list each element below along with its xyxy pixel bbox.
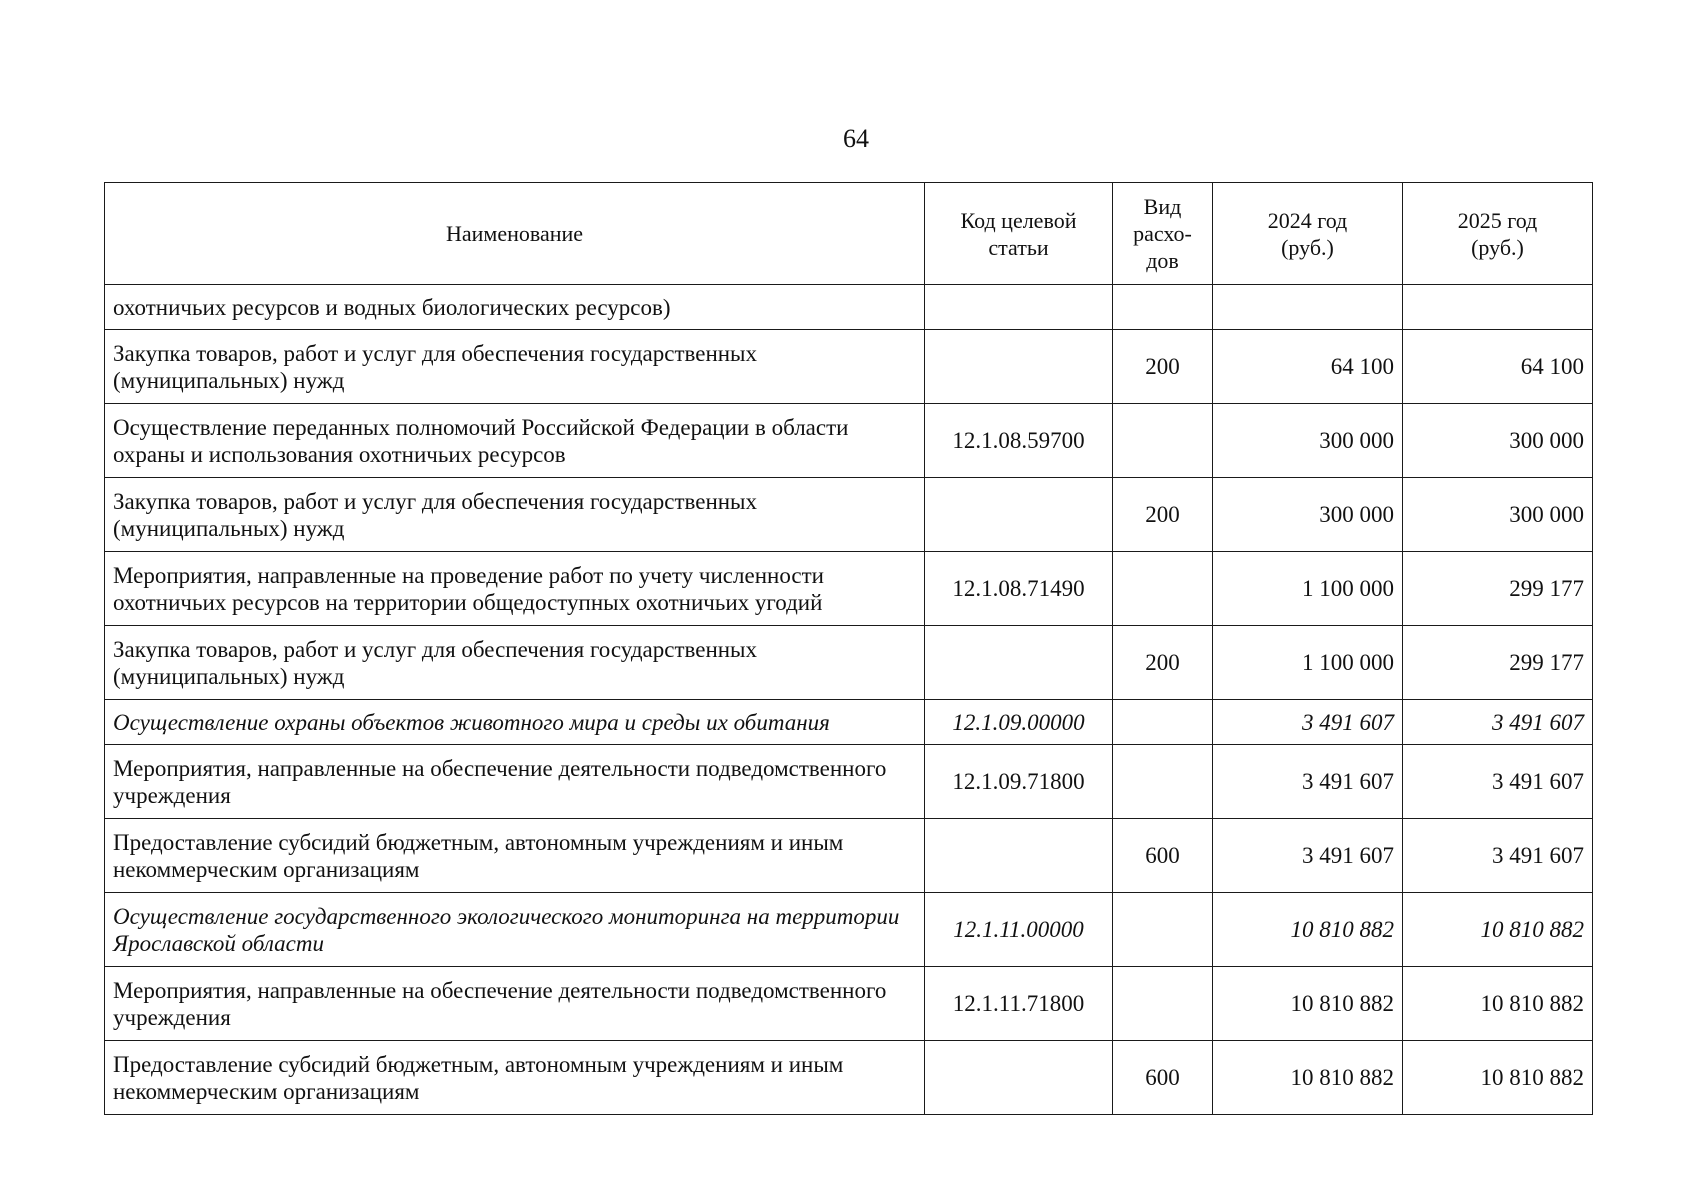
row-code: 12.1.09.00000: [925, 700, 1113, 745]
row-code: 12.1.11.00000: [925, 893, 1113, 967]
table-row: [105, 745, 1593, 819]
row-kind: [1113, 404, 1213, 478]
row-kind: 200: [1113, 626, 1213, 700]
table-row: [105, 478, 1593, 552]
row-code: [925, 1041, 1113, 1115]
row-2024: 64 100: [1213, 330, 1403, 404]
row-2025: 3 491 607: [1403, 819, 1593, 893]
table-row: [105, 285, 1593, 330]
row-2024: 10 810 882: [1213, 893, 1403, 967]
row-code: [925, 626, 1113, 700]
header-2024: 2024 год (руб.): [1213, 183, 1403, 285]
budget-table: [104, 182, 1593, 1115]
row-2024: 300 000: [1213, 404, 1403, 478]
row-2025: 10 810 882: [1403, 967, 1593, 1041]
row-2025: 3 491 607: [1403, 700, 1593, 745]
row-name: Предоставление субсидий бюджетным, автономным учреждениям и иным некоммерческим организациям: [105, 1041, 925, 1115]
row-name: Осуществление переданных полномочий Российской Федерации в области охраны и использования охотничьих ресурсов: [105, 404, 925, 478]
row-kind: 600: [1113, 1041, 1213, 1115]
row-kind: 200: [1113, 478, 1213, 552]
row-kind: [1113, 893, 1213, 967]
row-2024: 10 810 882: [1213, 967, 1403, 1041]
table-row: [105, 1041, 1593, 1115]
row-2024: 3 491 607: [1213, 819, 1403, 893]
row-2025: 299 177: [1403, 626, 1593, 700]
row-2025: [1403, 285, 1593, 330]
header-code: Код целевой статьи: [925, 183, 1113, 285]
row-code: 12.1.08.59700: [925, 404, 1113, 478]
row-2025: 300 000: [1403, 404, 1593, 478]
table-row: [105, 893, 1593, 967]
page-number: 64: [843, 124, 869, 153]
row-2025: 10 810 882: [1403, 1041, 1593, 1115]
row-kind: [1113, 967, 1213, 1041]
table-row: [105, 700, 1593, 745]
row-name: Мероприятия, направленные на обеспечение деятельности подведомственного учреждения: [105, 745, 925, 819]
row-kind: 600: [1113, 819, 1213, 893]
row-kind: [1113, 285, 1213, 330]
row-code: [925, 285, 1113, 330]
row-name: Осуществление государственного экологического мониторинга на территории Ярославской области: [105, 893, 925, 967]
row-2025: 299 177: [1403, 552, 1593, 626]
header-kind: Вид расхо-дов: [1113, 183, 1213, 285]
row-2025: 3 491 607: [1403, 745, 1593, 819]
row-code: [925, 819, 1113, 893]
row-code: 12.1.09.71800: [925, 745, 1113, 819]
row-kind: [1113, 700, 1213, 745]
row-2025: 64 100: [1403, 330, 1593, 404]
row-2024: 3 491 607: [1213, 745, 1403, 819]
table-header-row: [105, 183, 1593, 285]
row-2024: 1 100 000: [1213, 552, 1403, 626]
row-name: Закупка товаров, работ и услуг для обеспечения государственных (муниципальных) нужд: [105, 626, 925, 700]
table-row: [105, 552, 1593, 626]
row-2025: 300 000: [1403, 478, 1593, 552]
row-2024: 3 491 607: [1213, 700, 1403, 745]
row-2025: 10 810 882: [1403, 893, 1593, 967]
row-kind: [1113, 552, 1213, 626]
row-kind: 200: [1113, 330, 1213, 404]
row-2024: [1213, 285, 1403, 330]
row-name: Осуществление охраны объектов животного мира и среды их обитания: [105, 700, 925, 745]
row-2024: 300 000: [1213, 478, 1403, 552]
header-name: Наименование: [105, 183, 925, 285]
table-row: [105, 404, 1593, 478]
header-2025: 2025 год (руб.): [1403, 183, 1593, 285]
row-name: охотничьих ресурсов и водных биологических ресурсов): [105, 285, 925, 330]
row-code: 12.1.11.71800: [925, 967, 1113, 1041]
row-name: Предоставление субсидий бюджетным, автономным учреждениям и иным некоммерческим организациям: [105, 819, 925, 893]
row-name: Закупка товаров, работ и услуг для обеспечения государственных (муниципальных) нужд: [105, 478, 925, 552]
row-name: Закупка товаров, работ и услуг для обеспечения государственных (муниципальных) нужд: [105, 330, 925, 404]
row-2024: 1 100 000: [1213, 626, 1403, 700]
table-row: [105, 819, 1593, 893]
table-row: [105, 967, 1593, 1041]
row-name: Мероприятия, направленные на обеспечение деятельности подведомственного учреждения: [105, 967, 925, 1041]
row-code: [925, 478, 1113, 552]
row-kind: [1113, 745, 1213, 819]
row-2024: 10 810 882: [1213, 1041, 1403, 1115]
row-name: Мероприятия, направленные на проведение работ по учету численности охотничьих ресурсов на территории общедоступных охотничьих угодий: [105, 552, 925, 626]
table-row: [105, 626, 1593, 700]
row-code: [925, 330, 1113, 404]
table-row: [105, 330, 1593, 404]
row-code: 12.1.08.71490: [925, 552, 1113, 626]
